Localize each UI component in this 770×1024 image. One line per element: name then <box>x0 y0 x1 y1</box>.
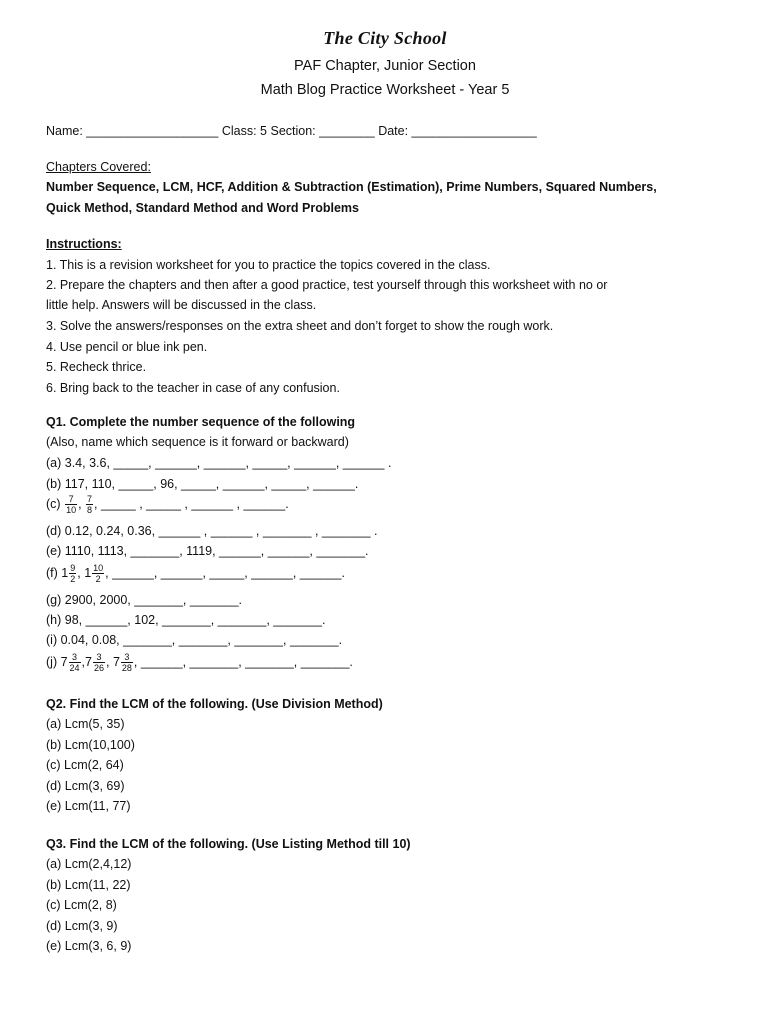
fraction-denominator: 2 <box>95 574 101 584</box>
branch-heading: PAF Chapter, Junior Section <box>294 58 476 74</box>
chapters-list-line1: Number Sequence, LCM, HCF, Addition & Subtraction (Estimation), Prime Numbers, Squared Numbers, <box>46 180 657 194</box>
fraction-denominator: 2 <box>70 574 76 584</box>
q1-j-prefix: (j) 7 <box>46 654 68 669</box>
fraction-denominator: 24 <box>69 663 80 673</box>
q3-item: (d) Lcm(3, 9) <box>46 919 118 933</box>
fraction <box>65 494 77 515</box>
q1-f-rest: , ______, ______, _____, ______, ______. <box>105 565 345 580</box>
school-name: The City School <box>323 28 447 48</box>
chapters-list-line2: Quick Method, Standard Method and Word Problems <box>46 201 359 215</box>
q2-item: (c) Lcm(2, 64) <box>46 758 124 772</box>
instruction-item: 6. Bring back to the teacher in case of any confusion. <box>46 381 340 395</box>
q3-item: (e) Lcm(3, 6, 9) <box>46 939 132 953</box>
instruction-item: 2. Prepare the chapters and then after a good practice, test yourself through this worksheet with no or <box>46 278 608 292</box>
fraction-numerator: 3 <box>69 652 81 663</box>
fraction <box>121 652 133 673</box>
fraction <box>69 563 76 584</box>
q1-c-prefix: (c) <box>46 496 61 511</box>
fraction <box>92 563 104 584</box>
q2-item: (a) Lcm(5, 35) <box>46 717 125 731</box>
fraction-numerator: 3 <box>93 652 105 663</box>
fraction-numerator: 10 <box>93 563 104 573</box>
q1-subtitle: (Also, name which sequence is it forward or backward) <box>46 435 349 449</box>
q3-item: (a) Lcm(2,4,12) <box>46 857 132 871</box>
q1-item-f <box>46 563 345 584</box>
q1-j-sep: , 7 <box>106 654 120 669</box>
fraction-numerator: 7 <box>87 494 93 504</box>
q2-title: Q2. Find the LCM of the following. (Use Division Method) <box>46 697 383 711</box>
q1-item-d: (d) 0.12, 0.24, 0.36, ______ , ______ , _______ , _______ . <box>46 524 378 538</box>
instruction-item: little help. Answers will be discussed in the class. <box>46 298 317 312</box>
q1-j-rest: , ______, _______, _______, _______. <box>133 654 353 669</box>
q1-item-c: (c) $\frac{7}{10}$ , $\frac{7}{8}$ , _____ , _____ , ______ , ______. <box>46 494 289 515</box>
instructions-label: Instructions: <box>46 237 122 251</box>
fraction-denominator: 10 <box>66 505 77 515</box>
q1-j-sep: ,7 <box>81 654 92 669</box>
fraction-denominator: 26 <box>93 663 104 673</box>
q2-item: (e) Lcm(11, 77) <box>46 799 131 813</box>
q1-item-i: (i) 0.04, 0.08, _______, _______, _______, _______. <box>46 633 343 647</box>
fraction-numerator: 7 <box>65 494 77 505</box>
q3-item: (c) Lcm(2, 8) <box>46 898 117 912</box>
instruction-item: 1. This is a revision worksheet for you to practice the topics covered in the class. <box>46 258 491 272</box>
fraction-denominator: 8 <box>87 505 93 515</box>
q1-item-a: (a) 3.4, 3.6, _____, ______, ______, _____, ______, ______ . <box>46 456 392 470</box>
fraction-denominator: 28 <box>121 663 132 673</box>
q1-item-g: (g) 2900, 2000, _______, _______. <box>46 593 243 607</box>
q1-title: Q1. Complete the number sequence of the following <box>46 415 356 429</box>
q1-item-h: (h) 98, ______, 102, _______, _______, _______. <box>46 613 326 627</box>
fraction-numerator: 9 <box>70 563 76 573</box>
q1-f-prefix: (f) 1 <box>46 565 69 580</box>
q2-item: (d) Lcm(3, 69) <box>46 779 125 793</box>
fraction <box>69 652 81 673</box>
q1-item-e: (e) 1110, 1113, _______, 1119, ______, ______, _______. <box>46 544 369 558</box>
fraction <box>93 652 105 673</box>
q3-item: (b) Lcm(11, 22) <box>46 878 131 892</box>
instruction-item: 3. Solve the answers/responses on the extra sheet and don’t forget to show the rough work. <box>46 319 554 333</box>
chapters-label: Chapters Covered: <box>46 160 151 174</box>
q2-item: (b) Lcm(10,100) <box>46 738 135 752</box>
instruction-item: 5. Recheck thrice. <box>46 360 147 374</box>
q1-item-b: (b) 117, 110, _____, 96, _____, ______, _____, ______. <box>46 477 359 491</box>
fraction <box>86 494 93 515</box>
q3-title: Q3. Find the LCM of the following. (Use Listing Method till 10) <box>46 837 411 851</box>
fraction-numerator: 3 <box>121 652 133 663</box>
instruction-item: 4. Use pencil or blue ink pen. <box>46 340 208 354</box>
q1-c-rest: , _____ , _____ , ______ , ______. <box>94 496 289 511</box>
q1-f-mid: , 1 <box>77 565 92 580</box>
q1-item-j <box>46 652 353 673</box>
student-info-line: Name: ___________________ Class: 5 Section: ________ Date: __________________ <box>46 124 537 138</box>
worksheet-title: Math Blog Practice Worksheet - Year 5 <box>260 82 510 98</box>
